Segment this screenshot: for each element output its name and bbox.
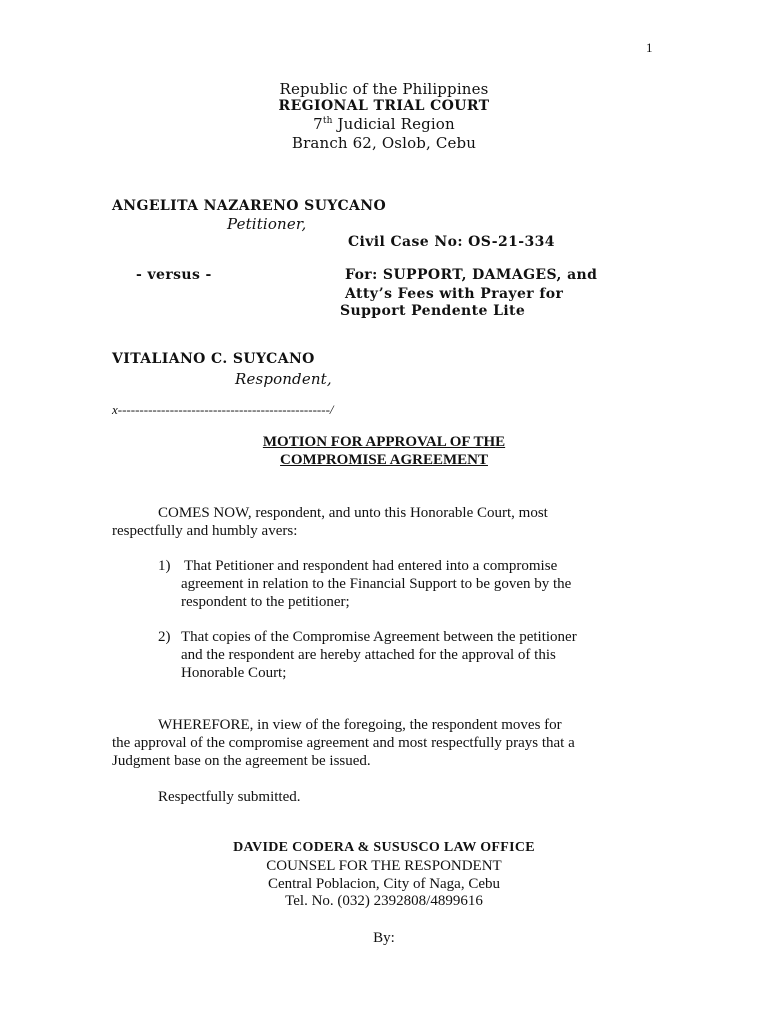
- caption-separator: x-------------------------------------------------/: [112, 402, 334, 417]
- respectfully-submitted: Respectfully submitted.: [158, 789, 301, 805]
- motion-title-line1: MOTION FOR APPROVAL OF THE: [262, 434, 506, 450]
- petitioner-name: ANGELITA NAZARENO SUYCANO: [112, 198, 387, 214]
- item1-number: 1): [158, 558, 171, 574]
- item2-line3: Honorable Court;: [181, 665, 287, 681]
- item2-line2: and the respondent are hereby attached for the approval of this: [181, 647, 556, 663]
- wherefore-line3: Judgment base on the agreement be issued.: [112, 753, 371, 769]
- judicial-region: [0, 115, 768, 133]
- respondent-name: VITALIANO C. SUYCANO: [112, 351, 315, 367]
- wherefore-line1: WHEREFORE, in view of the foregoing, the respondent moves for: [158, 717, 562, 733]
- petitioner-role: Petitioner,: [227, 215, 307, 233]
- region-ordinal: th: [322, 116, 333, 126]
- region-text: Judicial Region: [332, 115, 455, 133]
- region-number: 7: [313, 115, 323, 133]
- item2-number: 2): [158, 629, 171, 645]
- counsel-designation: COUNSEL FOR THE RESPONDENT: [266, 858, 502, 874]
- law-firm-name: DAVIDE CODERA & SUSUSCO LAW OFFICE: [233, 840, 535, 855]
- wherefore-line2: the approval of the compromise agreement and most respectfully prays that a: [112, 735, 575, 751]
- case-number: Civil Case No: OS-21-334: [348, 234, 555, 250]
- case-nature-line2: Atty’s Fees with Prayer for: [345, 286, 564, 302]
- page-number: 1: [646, 40, 653, 55]
- by-label: By:: [373, 930, 395, 946]
- firm-address: Central Poblacion, City of Naga, Cebu: [267, 876, 501, 892]
- court-name: REGIONAL TRIAL COURT: [278, 98, 490, 114]
- firm-telephone: Tel. No. (032) 2392808/4899616: [285, 893, 483, 909]
- motion-title-line2: COMPROMISE AGREEMENT: [280, 452, 488, 468]
- intro-line2: respectfully and humbly avers:: [112, 523, 298, 539]
- respondent-role: Respondent,: [235, 370, 332, 388]
- item1-line2: agreement in relation to the Financial Support to be goven by the: [181, 576, 572, 592]
- case-nature-line3: Support Pendente Lite: [340, 303, 526, 319]
- branch-line: Branch 62, Oslob, Cebu: [291, 134, 477, 152]
- item2-line1: That copies of the Compromise Agreement between the petitioner: [181, 629, 577, 645]
- versus-label: - versus -: [136, 267, 212, 283]
- item1-line3: respondent to the petitioner;: [181, 594, 350, 610]
- case-nature-line1: For: SUPPORT, DAMAGES, and: [345, 267, 598, 283]
- intro-line1: COMES NOW, respondent, and unto this Honorable Court, most: [158, 505, 548, 521]
- republic-line: Republic of the Philippines: [279, 80, 489, 98]
- item1-line1: That Petitioner and respondent had entered into a compromise: [184, 558, 558, 574]
